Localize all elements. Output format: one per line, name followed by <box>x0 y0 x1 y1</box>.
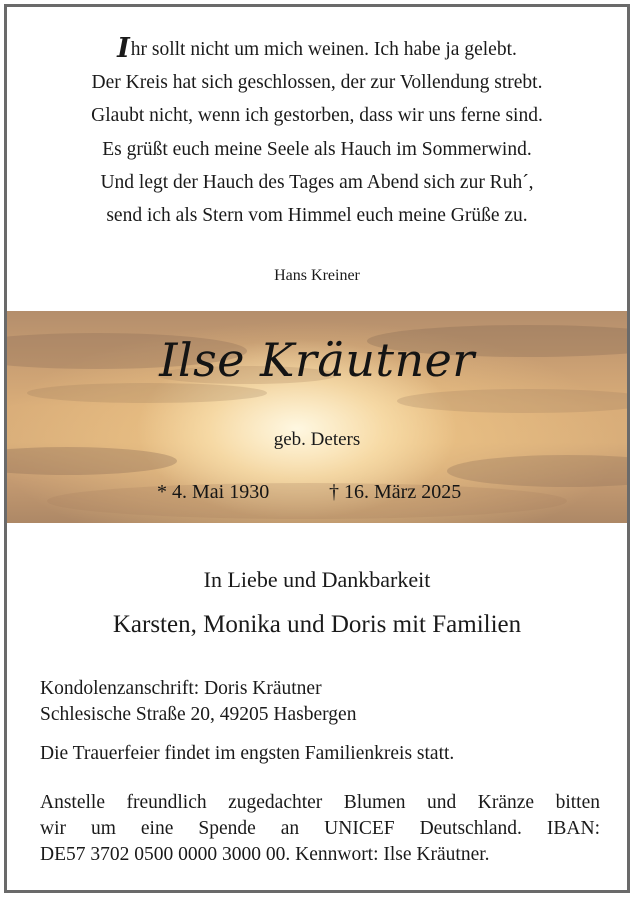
thanks-line: In Liebe und Dankbarkeit <box>203 567 431 592</box>
service-notice: Die Trauerfeier findet im engsten Familienkreis statt. <box>40 743 455 764</box>
poem-line-5: Und legt der Hauch des Tages am Abend sich zur Ruh´, <box>100 171 534 193</box>
donation-line-3: DE57 3702 0500 0000 3000 00. Kennwort: Ilse Kräutner. <box>40 844 490 865</box>
obituary-card <box>4 4 630 893</box>
donation-line-2: wir um eine Spende an UNICEF Deutschland. IBAN: <box>40 818 600 839</box>
maiden-name: geb. Deters <box>273 429 361 450</box>
poem-line-1-text: hr sollt nicht um mich weinen. Ich habe ja gelebt. <box>130 39 517 60</box>
birth-date: * 4. Mai 1930 <box>157 481 270 503</box>
donation-request <box>40 790 600 868</box>
deceased-name: Ilse Kräutner <box>159 333 475 387</box>
condolence-address <box>40 676 600 728</box>
condolence-line-1: Kondolenzanschrift: Doris Kräutner <box>40 678 322 699</box>
poem-dropcap: I <box>117 33 130 64</box>
poem-line-3: Glaubt nicht, wenn ich gestorben, dass wir uns ferne sind. <box>91 105 543 127</box>
donation-line-1: Anstelle freundlich zugedachter Blumen und Kränze bitten <box>40 792 600 813</box>
poem-author: Hans Kreiner <box>274 267 360 284</box>
condolence-line-2: Schlesische Straße 20, 49205 Hasbergen <box>40 704 357 725</box>
poem-line-1 <box>7 33 627 66</box>
death-date: † 16. März 2025 <box>329 481 462 503</box>
family-line: Karsten, Monika und Doris mit Familien <box>112 611 522 638</box>
poem-line-4: Es grüßt euch meine Seele als Hauch im Sommerwind. <box>102 138 532 160</box>
poem <box>7 33 627 232</box>
sunset-banner <box>7 311 627 523</box>
poem-line-6: send ich als Stern vom Himmel euch meine Grüße zu. <box>106 205 528 227</box>
poem-line-2: Der Kreis hat sich geschlossen, der zur Vollendung strebt. <box>91 72 543 94</box>
